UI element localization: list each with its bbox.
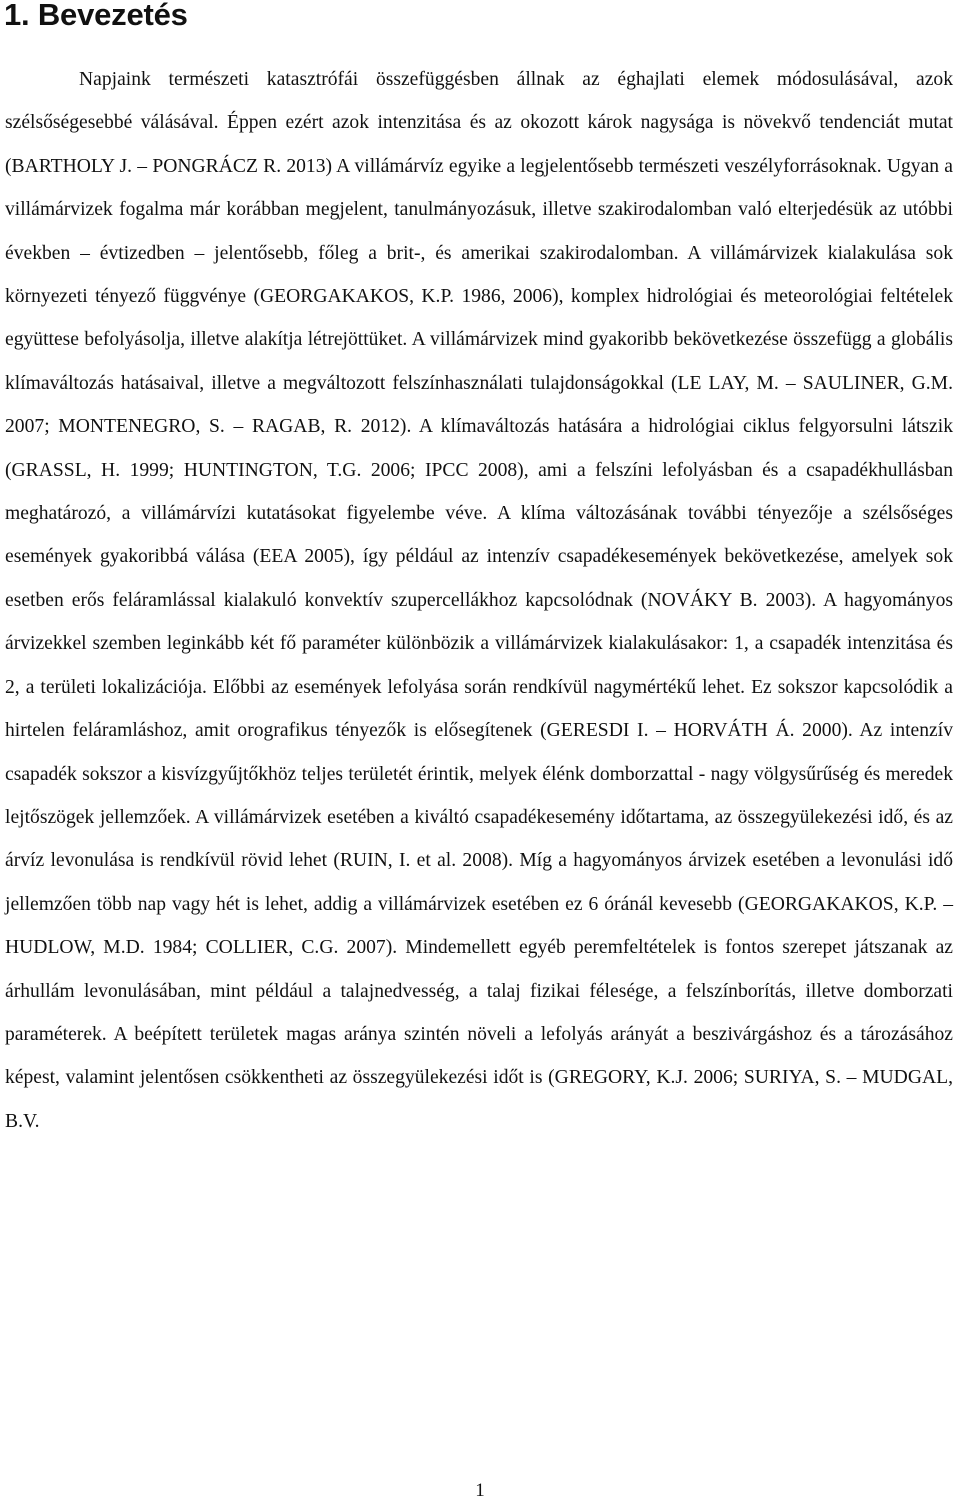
section-heading: 1. Bevezetés xyxy=(4,0,188,32)
body-paragraph: Napjaink természeti katasztrófái összefüggésben állnak az éghajlati elemek módosulásával, azok szélsőségesebbé válásával. Éppen ezért azok intenzitása és az okozott károk nagysága is növekvő tendenciát mutat (BARTHOLY J. – PONGRÁCZ R. 2013) A villámárvíz egyike a legjelentősebb természeti veszélyforrásoknak. Ugyan a villámárvizek fogalma már korábban megjelent, tanulmányozásuk, illetve szakirodalomban való elterjedésük az utóbbi években – évtizedben – jelentősebb, főleg a brit-, és amerikai szakirodalomban. A villámárvizek kialakulása sok környezeti tényező függvénye (GEORGAKAKOS, K.P. 1986, 2006), komplex hidrológiai és meteorológiai feltételek együttese befolyásolja, illetve alakítja létrejöttüket. A villámárvizek mind gyakoribb bekövetkezése összefügg a globális klímaváltozás hatásaival, illetve a megváltozott felszínhasználati tulajdonságokkal (LE LAY, M. – SAULINER, G.M. 2007; MONTENEGRO, S. – RAGAB, R. 2012). A klímaváltozás hatására a hidrológiai ciklus felgyorsulni látszik (GRASSL, H. 1999; HUNTINGTON, T.G. 2006; IPCC 2008), ami a felszíni lefolyásban és a csapadékhullásban meghatározó, a villámárvízi kutatásokat figyelembe véve. A klíma változásának további tényezője a szélsőséges események gyakoribbá válása (EEA 2005), így például az intenzív csapadékesemények bekövetkezése, amelyek sok esetben erős feláramlással kialakuló konvektív szupercellákhoz kapcsolódnak (NOVÁKY B. 2003). A hagyományos árvizekkel szemben leginkább két fő paraméter különbözik a villámárvizek kialakulásakor: 1, a csapadék intenzitása és 2, a területi lokalizációja. Előbbi az események lefolyása során rendkívül nagymértékű lehet. Ez sokszor kapcsolódik a hirtelen feláramláshoz, amit orografikus tényezők is elősegítenek (GERESDI I. – HORVÁTH Á. 2000). Az intenzív csapadék sokszor a kisvízgyűjtőkhöz teljes területét érintik, melyek élénk domborzattal - nagy völgysűrűség és meredek lejtőszögek jellemzőek. A villámárvizek esetében a kiváltó csapadékesemény időtartama, az összegyülekezési idő, és az árvíz levonulása is rendkívül rövid lehet (RUIN, I. et al. 2008). Míg a hagyományos árvizek esetében a levonulási idő jellemzően több nap vagy hét is lehet, addig a villámárvizek esetében ez 6 óránál kevesebb (GEORGAKAKOS, K.P. – HUDLOW, M.D. 1984; COLLIER, C.G. 2007). Mindemellett egyéb peremfeltételek is fontos szerepet játszanak az árhullám levonulásában, mint például a talajnedvesség, a talaj fizikai félesége, a felszínborítás, illetve domborzati paraméterek. A beépített területek magas aránya szintén növeli a lefolyás arányát a beszivárgáshoz és a tározásához képest, valamint jelentősen csökkentheti az összegyülekezési időt is (GREGORY, K.J. 2006; SURIYA, S. – MUDGAL, B.V. xyxy=(5,69,953,1132)
page-number: 1 xyxy=(475,1480,485,1501)
